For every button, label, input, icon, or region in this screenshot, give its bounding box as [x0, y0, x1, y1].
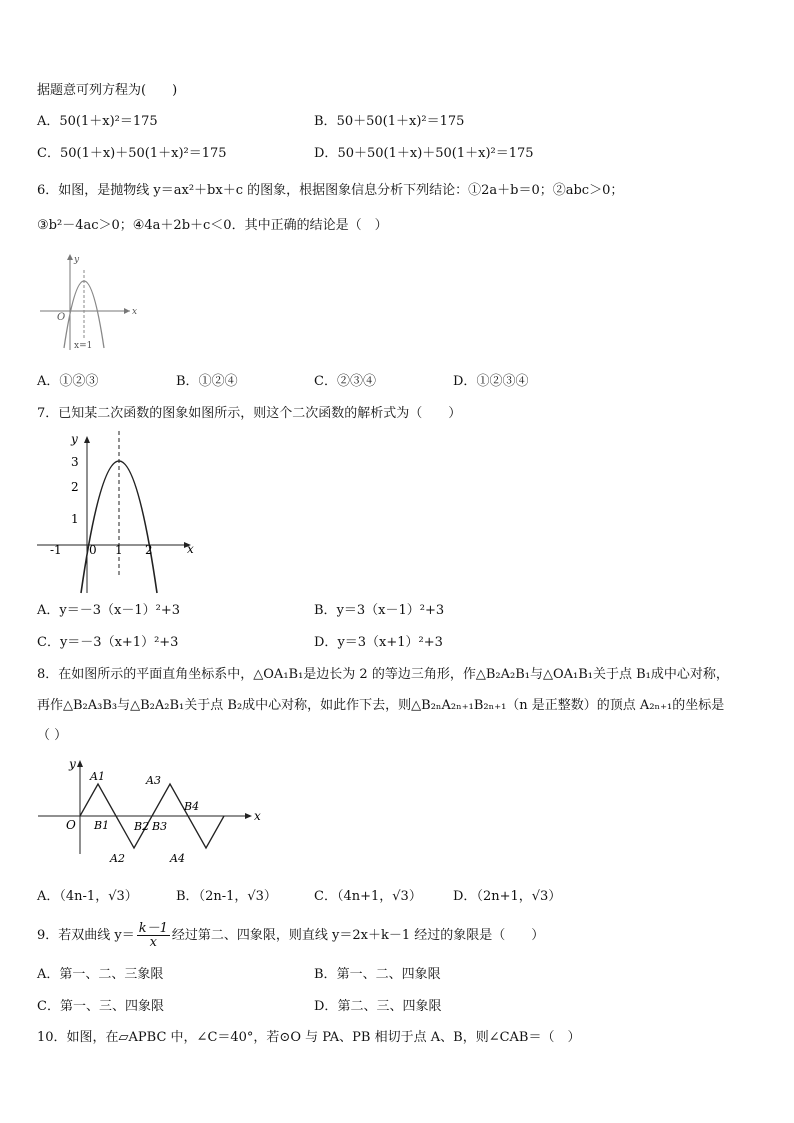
q8-point-a3: A3: [146, 774, 161, 787]
q9-stem: [37, 922, 544, 949]
q8-stem-line1: 8．在如图所示的平面直角坐标系中，△OA₁B₁是边长为 2 的等边三角形，作△B₂A₂B₁与△OA₁B₁关于点 B₁成中心对称，: [37, 667, 729, 682]
q6-option-b[interactable]: B．①②④: [176, 374, 238, 389]
q5-stem: 据题意可列方程为( ): [37, 83, 178, 98]
q7-x-tick-neg1: -1: [50, 543, 62, 557]
q8-point-a4: A4: [170, 852, 185, 865]
q8-y-label: y: [69, 757, 76, 771]
q9-option-a[interactable]: A．第一、二、三象限: [37, 967, 164, 982]
q7-stem: 7．已知某二次函数的图象如图所示，则这个二次函数的解析式为（ ）: [37, 406, 462, 421]
q6-option-d[interactable]: D．①②③④: [453, 374, 529, 389]
q9-stem-suffix: 经过第二、四象限，则直线 y＝2x＋k－1 经过的象限是（ ）: [171, 928, 545, 943]
q8-x-label: x: [254, 809, 261, 823]
q8-point-b3: B3: [152, 820, 168, 833]
q8-point-a2: A2: [110, 852, 125, 865]
q8-triangles-figure: [38, 754, 270, 866]
q7-x-tick-0: 0: [89, 543, 97, 557]
q7-x-tick-1: 1: [115, 543, 123, 557]
q7-y-label: y: [71, 432, 78, 446]
q9-option-c[interactable]: C．第一、三、四象限: [37, 999, 164, 1014]
q9-fraction-numerator: k－1: [138, 921, 168, 936]
q7-x-tick-2: 2: [145, 543, 153, 557]
q6-y-label: y: [74, 255, 80, 265]
q9-fraction: [137, 922, 170, 949]
q5-option-a[interactable]: A．50(1＋x)²＝175: [37, 114, 158, 129]
q6-option-c[interactable]: C．②③④: [314, 374, 376, 389]
q10-stem: 10．如图，在▱APBC 中，∠C＝40°，若⊙O 与 PA、PB 相切于点 A、B，则∠CAB＝（ ）: [37, 1030, 581, 1045]
q8-point-b4: B4: [184, 800, 200, 813]
q8-point-b2: B2: [134, 820, 150, 833]
q8-option-b[interactable]: B．（2n-1，√3）: [176, 889, 277, 904]
q6-x-label: x: [132, 307, 138, 317]
q5-option-b[interactable]: B．50＋50(1＋x)²＝175: [314, 114, 465, 129]
q6-stem-line1: 6．如图，是抛物线 y＝ax²＋bx＋c 的图象，根据图象信息分析下列结论：①2a＋b＝0；②abc＞0；: [37, 183, 624, 198]
q6-origin-label: O: [57, 312, 66, 323]
q9-stem-prefix: 9．若双曲线 y＝: [37, 928, 135, 943]
q8-point-a1: A1: [90, 770, 105, 783]
q8-stem-line2: 再作△B₂A₃B₃与△B₂A₂B₁关于点 B₂成中心对称，如此作下去，则△B₂ₙA₂ₙ₊₁B₂ₙ₊₁（n 是正整数）的顶点 A₂ₙ₊₁的坐标是: [37, 698, 725, 713]
q8-option-d[interactable]: D．（2n+1，√3）: [453, 889, 562, 904]
q6-stem-line2: ③b²－4ac＞0；④4a＋2b＋c＜0．其中正确的结论是（ ）: [37, 218, 388, 233]
q5-option-c[interactable]: C．50(1＋x)＋50(1＋x)²＝175: [37, 146, 227, 161]
q7-option-a[interactable]: A．y＝－3（x－1）²+3: [37, 603, 180, 618]
q6-x-axis-arrow: [124, 308, 130, 314]
q9-fraction-denominator: x: [149, 935, 157, 950]
q7-y-tick-3: 3: [71, 455, 79, 469]
q9-option-b[interactable]: B．第一、二、四象限: [314, 967, 441, 982]
q8-stem-line3: （ ）: [37, 728, 68, 743]
q8-origin-label: O: [66, 818, 76, 832]
q8-y-axis-arrow: [77, 760, 83, 767]
q7-option-c[interactable]: C．y＝－3（x+1）²+3: [37, 635, 179, 650]
q7-option-b[interactable]: B．y＝3（x－1）²+3: [314, 603, 445, 618]
q8-option-a[interactable]: A．（4n-1，√3）: [37, 889, 138, 904]
q7-parabola-figure: [37, 427, 199, 595]
q7-x-label: x: [187, 542, 194, 556]
q8-option-c[interactable]: C．（4n+1，√3）: [314, 889, 422, 904]
q6-axis-note: x=1: [74, 341, 93, 351]
q7-option-d[interactable]: D．y＝3（x+1）²+3: [314, 635, 443, 650]
q6-option-a[interactable]: A．①②③: [37, 374, 99, 389]
q7-y-axis-arrow: [84, 436, 90, 443]
q6-parabola-figure: [38, 250, 138, 352]
q9-option-d[interactable]: D．第二、三、四象限: [314, 999, 442, 1014]
q6-y-axis-arrow: [67, 254, 73, 260]
q8-point-b1: B1: [94, 819, 110, 832]
q5-option-d[interactable]: D．50＋50(1＋x)＋50(1＋x)²＝175: [314, 146, 534, 161]
q8-x-axis-arrow: [245, 813, 252, 819]
q7-y-tick-1: 1: [71, 512, 79, 526]
q7-y-tick-2: 2: [71, 480, 79, 494]
